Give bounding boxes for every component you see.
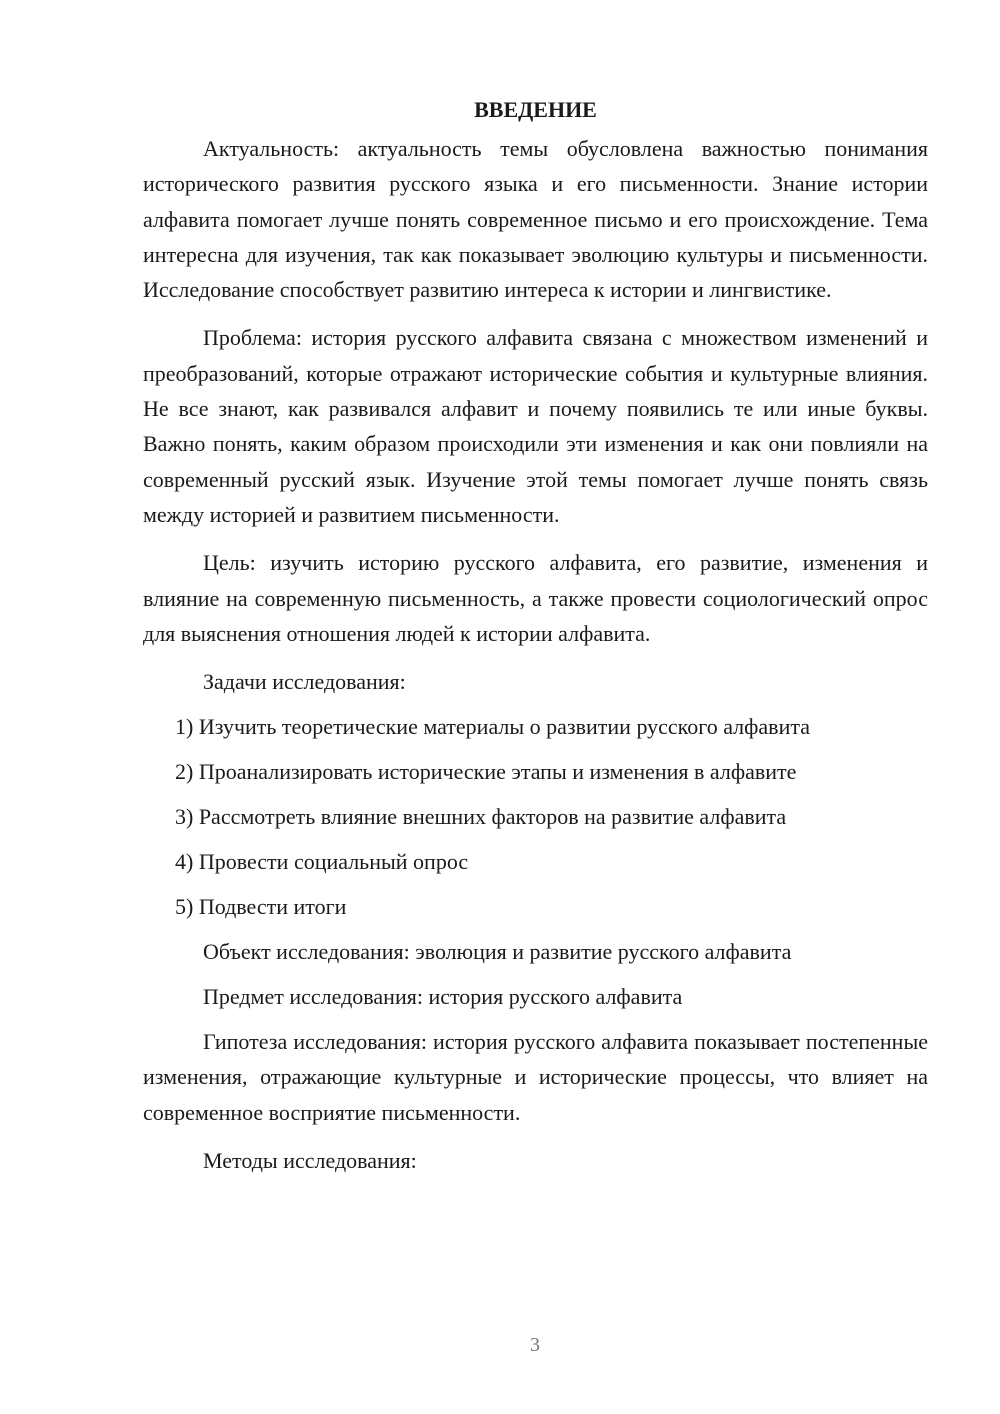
task-item: 5) Подвести итоги — [175, 894, 347, 920]
methods-heading: Методы исследования: — [203, 1148, 417, 1174]
tasks-list — [143, 709, 928, 924]
task-item: 4) Провести социальный опрос — [175, 849, 469, 875]
relevance-paragraph: Актуальность: актуальность темы обусловлена важностью понимания исторического развития русского языка и его письменности. Знание истории алфавита помогает лучше понять современное письмо и его происхождение. Тема интересна для изучения, так как показывает эволюцию культуры и письменности. Исследование способствует развитию интереса к истории и лингвистике. — [143, 136, 928, 303]
subject-line: Предмет исследования: история русского алфавита — [203, 984, 683, 1010]
task-item: 1) Изучить теоретические материалы о развитии русского алфавита — [175, 714, 810, 740]
hypothesis-paragraph: Гипотеза исследования: история русского алфавита показывает постепенные изменения, отражающие культурные и исторические процессы, что влияет на современное восприятие письменности. — [143, 1029, 928, 1125]
tasks-heading: Задачи исследования: — [203, 669, 406, 695]
task-item: 3) Рассмотреть влияние внешних факторов на развитие алфавита — [175, 804, 787, 830]
document-page — [143, 92, 928, 1188]
object-line: Объект исследования: эволюция и развитие русского алфавита — [203, 939, 792, 965]
section-title: ВВЕДЕНИЕ — [474, 97, 597, 122]
problem-paragraph: Проблема: история русского алфавита связана с множеством изменений и преобразований, которые отражают исторические события и культурные влияния. Не все знают, как развивался алфавит и почему появились те или иные буквы. Важно понять, каким образом происходили эти изменения и как они повлияли на современный русский язык. Изучение этой темы помогает лучше понять связь между историей и развитием письменности. — [143, 325, 928, 527]
goal-paragraph: Цель: изучить историю русского алфавита, его развитие, изменения и влияние на современную письменность, а также провести социологический опрос для выяснения отношения людей к истории алфавита. — [143, 550, 928, 646]
page-number: 3 — [530, 1334, 540, 1356]
task-item: 2) Проанализировать исторические этапы и изменения в алфавите — [175, 759, 797, 785]
